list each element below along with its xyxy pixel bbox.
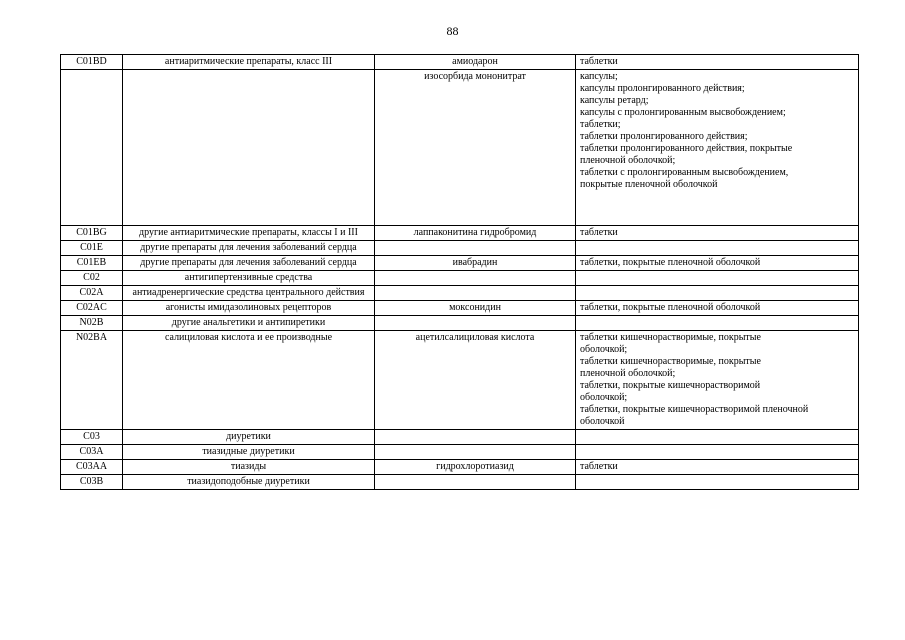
drug-name-cell — [375, 430, 576, 445]
dosage-form-line: таблетки пролонгированного действия, покрытые — [580, 143, 793, 154]
atc-code-cell: C02 — [61, 271, 123, 286]
dosage-form-cell — [576, 286, 859, 301]
table-row — [61, 271, 859, 286]
dosage-form-cell — [576, 271, 859, 286]
drug-name-cell — [375, 271, 576, 286]
dosage-form-line: таблетки — [580, 461, 618, 472]
atc-code-cell: C01BD — [61, 55, 123, 70]
dosage-form-cell — [576, 226, 859, 241]
drug-table — [60, 54, 859, 490]
dosage-form-cell — [576, 331, 859, 430]
table-row — [61, 70, 859, 226]
table-row — [61, 256, 859, 271]
atc-code-cell: C01BG — [61, 226, 123, 241]
dosage-form-line: капсулы пролонгированного действия; — [580, 83, 745, 94]
dosage-form-line: таблетки; — [580, 119, 621, 130]
atc-group-cell: тиазидоподобные диуретики — [123, 475, 375, 490]
atc-group-cell: другие препараты для лечения заболеваний сердца — [123, 256, 375, 271]
atc-group-cell: салициловая кислота и ее производные — [123, 331, 375, 430]
dosage-form-cell — [576, 316, 859, 331]
atc-code-cell: C03B — [61, 475, 123, 490]
drug-name-cell: лаппаконитина гидробромид — [375, 226, 576, 241]
dosage-form-cell — [576, 70, 859, 226]
drug-name-cell: ацетилсалициловая кислота — [375, 331, 576, 430]
dosage-form-cell — [576, 430, 859, 445]
drug-name-cell: изосорбида мононитрат — [375, 70, 576, 226]
dosage-form-line: капсулы с пролонгированным высвобождением; — [580, 107, 786, 118]
atc-code-cell: C01EB — [61, 256, 123, 271]
dosage-form-line: пленочной оболочкой; — [580, 155, 676, 166]
dosage-form-line: таблетки кишечнорастворимые, покрытые — [580, 356, 761, 367]
table-row — [61, 286, 859, 301]
dosage-form-line: таблетки — [580, 227, 618, 238]
dosage-form-line: пленочной оболочкой; — [580, 368, 676, 379]
table-row — [61, 226, 859, 241]
atc-code-cell: N02BA — [61, 331, 123, 430]
atc-code-cell: C03 — [61, 430, 123, 445]
drug-name-cell: ивабрадин — [375, 256, 576, 271]
drug-name-cell: моксонидин — [375, 301, 576, 316]
atc-code-cell: C03AA — [61, 460, 123, 475]
atc-code-cell: C02A — [61, 286, 123, 301]
drug-name-cell: гидрохлоротиазид — [375, 460, 576, 475]
atc-group-cell: тиазидные диуретики — [123, 445, 375, 460]
atc-group-cell: другие антиаритмические препараты, классы I и III — [123, 226, 375, 241]
atc-code-cell: N02B — [61, 316, 123, 331]
dosage-form-line: оболочкой; — [580, 344, 628, 355]
drug-name-cell — [375, 475, 576, 490]
table-row — [61, 241, 859, 256]
dosage-form-line: капсулы ретард; — [580, 95, 649, 106]
atc-group-cell — [123, 70, 375, 226]
atc-group-cell: антиадренергические средства центрального действия — [123, 286, 375, 301]
atc-group-cell: агонисты имидазолиновых рецепторов — [123, 301, 375, 316]
atc-group-cell: другие анальгетики и антипиретики — [123, 316, 375, 331]
table-row — [61, 475, 859, 490]
dosage-form-line: оболочкой — [580, 416, 625, 427]
atc-code-cell — [61, 70, 123, 226]
atc-group-cell: тиазиды — [123, 460, 375, 475]
table-row — [61, 301, 859, 316]
atc-group-cell: антиаритмические препараты, класс III — [123, 55, 375, 70]
page-number: 88 — [446, 24, 459, 38]
dosage-form-line: покрытые пленочной оболочкой — [580, 179, 718, 190]
dosage-form-cell — [576, 256, 859, 271]
dosage-form-line: таблетки кишечнорастворимые, покрытые — [580, 332, 761, 343]
table-row — [61, 460, 859, 475]
dosage-form-line: оболочкой; — [580, 392, 628, 403]
dosage-form-line: капсулы; — [580, 71, 618, 82]
drug-name-cell: амиодарон — [375, 55, 576, 70]
table-body — [61, 55, 859, 490]
drug-name-cell — [375, 286, 576, 301]
table-row — [61, 55, 859, 70]
atc-code-cell: C01E — [61, 241, 123, 256]
drug-name-cell — [375, 445, 576, 460]
atc-group-cell: антигипертензивные средства — [123, 271, 375, 286]
dosage-form-cell — [576, 475, 859, 490]
atc-code-cell: C03A — [61, 445, 123, 460]
dosage-form-cell — [576, 241, 859, 256]
dosage-form-line: таблетки, покрытые кишечнорастворимой — [580, 380, 761, 391]
dosage-form-line: таблетки — [580, 56, 618, 67]
dosage-form-cell — [576, 55, 859, 70]
dosage-form-line: таблетки, покрытые кишечнорастворимой пленочной — [580, 404, 809, 415]
table-row — [61, 430, 859, 445]
dosage-form-cell — [576, 301, 859, 316]
dosage-form-cell — [576, 460, 859, 475]
dosage-form-line: таблетки с пролонгированным высвобождением, — [580, 167, 789, 178]
table-row — [61, 316, 859, 331]
dosage-form-line: таблетки, покрытые пленочной оболочкой — [580, 302, 761, 313]
dosage-form-cell — [576, 445, 859, 460]
table-row — [61, 445, 859, 460]
drug-name-cell — [375, 241, 576, 256]
dosage-form-line: таблетки, покрытые пленочной оболочкой — [580, 257, 761, 268]
table-row — [61, 331, 859, 430]
drug-name-cell — [375, 316, 576, 331]
dosage-form-line: таблетки пролонгированного действия; — [580, 131, 748, 142]
atc-code-cell: C02AC — [61, 301, 123, 316]
atc-group-cell: другие препараты для лечения заболеваний сердца — [123, 241, 375, 256]
atc-group-cell: диуретики — [123, 430, 375, 445]
